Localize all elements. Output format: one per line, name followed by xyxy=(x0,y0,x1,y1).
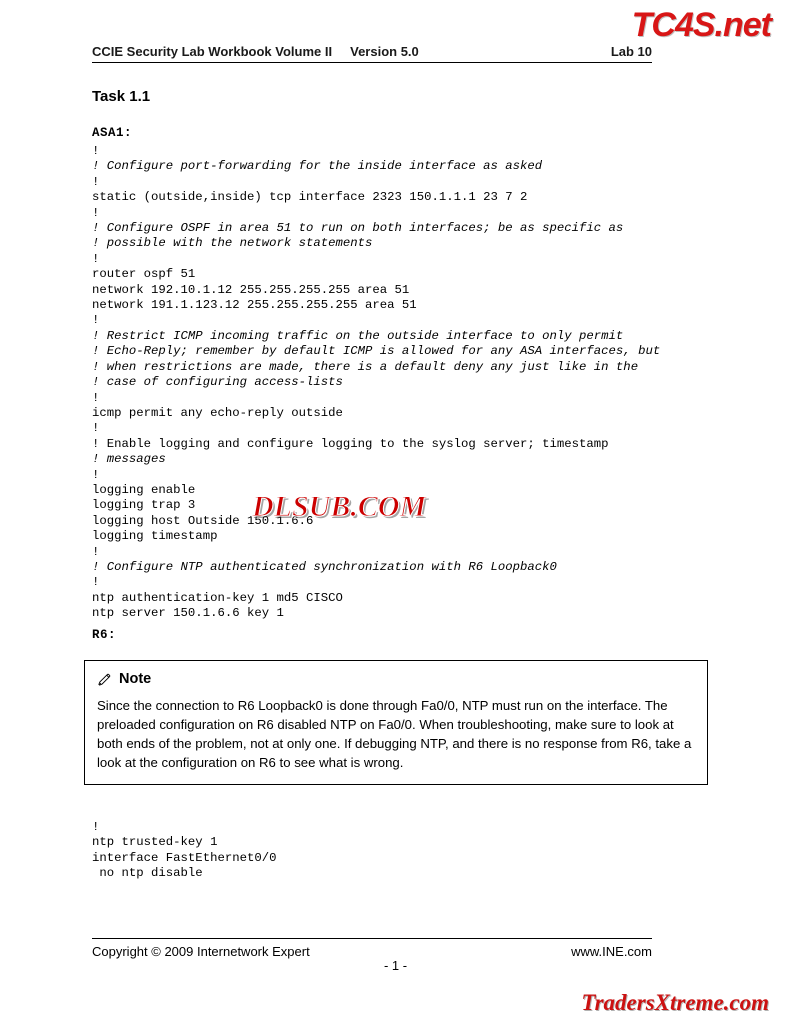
watermark-dlsub: DLSUB.COM xyxy=(252,490,427,523)
code-line: static (outside,inside) tcp interface 2323 150.1.1.1 23 7 2 xyxy=(92,190,528,205)
code-line: ! xyxy=(92,421,100,436)
code-line: ! Restrict ICMP incoming traffic on the outside interface to only permit xyxy=(92,328,624,343)
code-line: ! xyxy=(92,575,100,590)
r6-config-block xyxy=(92,820,276,882)
watermark-tradersxtreme: TradersXtreme.com xyxy=(581,990,769,1015)
code-line: ! Configure port-forwarding for the inside interface as asked xyxy=(92,159,543,174)
code-line: logging timestamp xyxy=(92,529,218,544)
code-line: ! xyxy=(92,820,100,834)
note-title: Note xyxy=(119,671,152,687)
code-line: ntp authentication-key 1 md5 CISCO xyxy=(92,590,343,605)
code-line: ! messages xyxy=(92,452,166,467)
page-footer xyxy=(92,938,652,959)
code-line: ! xyxy=(92,251,100,266)
page-header xyxy=(92,44,652,63)
code-line: logging enable xyxy=(92,482,196,497)
header-title: CCIE Security Lab Workbook Volume II Version 5.0 xyxy=(92,44,419,59)
page-title: Task 1.1 xyxy=(92,88,151,105)
note-callout xyxy=(84,660,708,785)
watermark-tc4s: TC4S.net xyxy=(631,6,771,44)
asa-config-block xyxy=(92,126,712,622)
code-line: no ntp disable xyxy=(92,866,203,881)
r6-code xyxy=(92,820,276,882)
page-number: - 1 - xyxy=(383,958,408,973)
code-line: ! xyxy=(92,174,100,189)
note-body: Since the connection to R6 Loopback0 is done through Fa0/0, NTP must run on the interface. The preloaded configuration on R6 disabled NTP on Fa0/0. When troubleshooting, make sure to look at both ends of the problem, not at only one. If debugging NTP, and there is no response from R6, take a look at the configuration on R6 to see what is wrong. xyxy=(97,698,692,770)
code-line: ! when restrictions are made, there is a default deny any just like in the xyxy=(92,359,639,374)
code-line: logging trap 3 xyxy=(92,498,196,513)
code-line: ! xyxy=(92,544,100,559)
code-line: ! xyxy=(92,313,100,328)
code-line: logging host Outside 150.1.6.6 xyxy=(92,513,314,528)
code-line: interface FastEthernet0/0 xyxy=(92,850,277,865)
r6-device-label: R6: xyxy=(92,628,117,642)
asa-code xyxy=(92,144,712,622)
code-line: network 191.1.123.12 255.255.255.255 area 51 xyxy=(92,298,417,313)
code-line: ! Enable logging and configure logging to the syslog server; timestamp xyxy=(92,436,609,451)
code-line: router ospf 51 xyxy=(92,267,196,282)
code-line: ! Echo-Reply; remember by default ICMP is allowed for any ASA interfaces, but xyxy=(92,344,661,359)
code-line: ! xyxy=(92,467,100,482)
code-line: icmp permit any echo-reply outside xyxy=(92,405,343,420)
code-line: ! xyxy=(92,144,100,158)
code-line: ! Configure OSPF in area 51 to run on both interfaces; be as specific as xyxy=(92,221,624,236)
code-line: ! case of configuring access-lists xyxy=(92,375,343,390)
code-line: ntp trusted-key 1 xyxy=(92,835,218,850)
code-line: ! xyxy=(92,390,100,405)
code-line: ntp server 150.1.6.6 key 1 xyxy=(92,606,284,621)
note-header xyxy=(97,671,695,687)
code-line: ! Configure NTP authenticated synchronization with R6 Loopback0 xyxy=(92,559,557,574)
header-lab-number: Lab 10 xyxy=(610,44,652,59)
code-line: ! xyxy=(92,205,100,220)
code-line: network 192.10.1.12 255.255.255.255 area 51 xyxy=(92,282,410,297)
footer-copyright: Copyright © 2009 Internetwork Expert xyxy=(92,944,310,959)
asa-device-label: ASA1: xyxy=(92,126,133,140)
code-line: ! possible with the network statements xyxy=(92,236,373,251)
footer-website: www.INE.com xyxy=(571,944,652,959)
pencil-icon xyxy=(97,672,112,687)
